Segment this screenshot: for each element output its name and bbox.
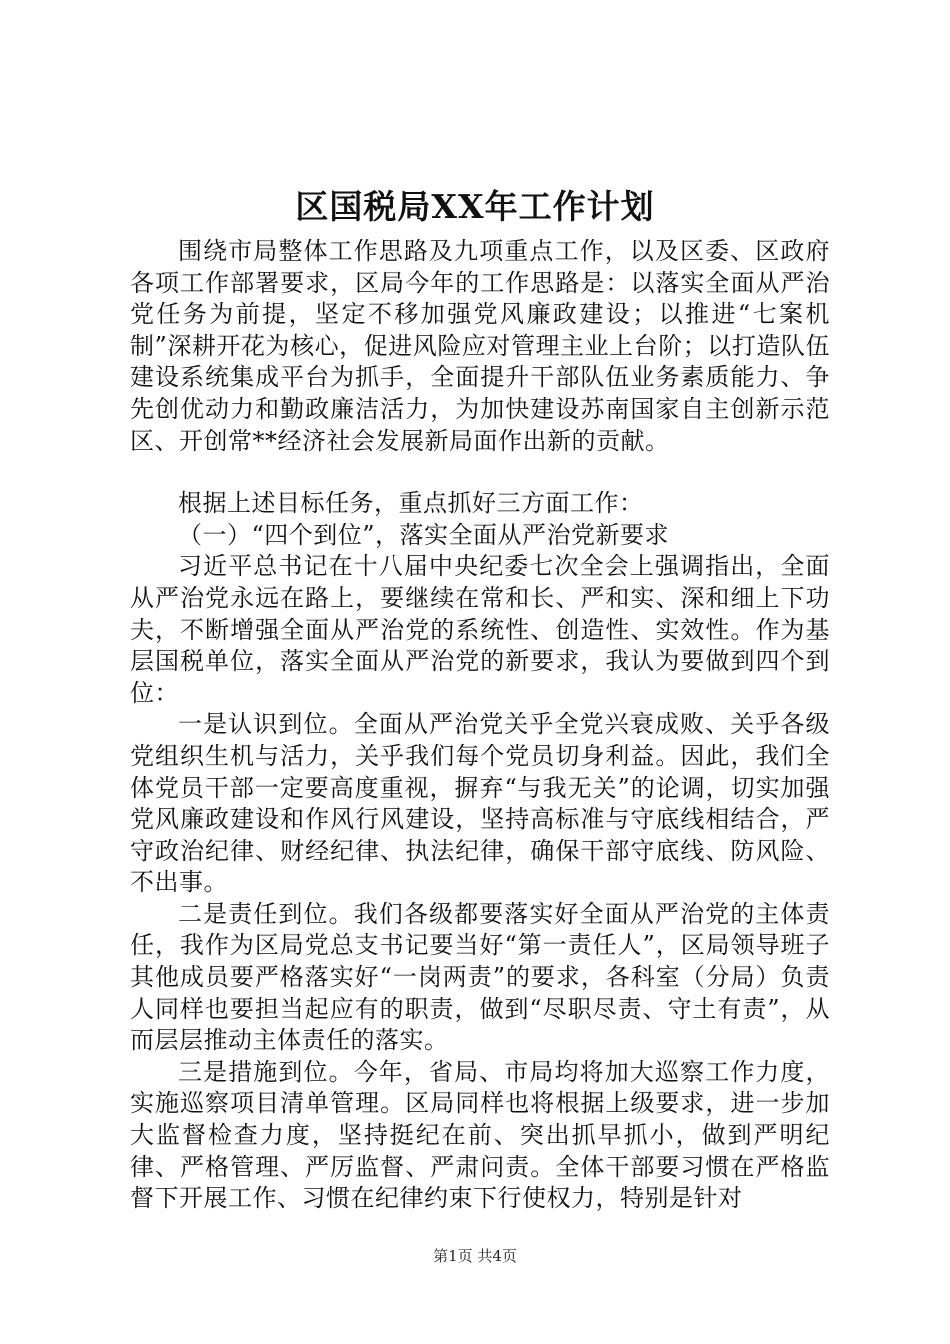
section-heading-one: （一）“四个到位”，落实全面从严治党新要求 <box>178 520 670 549</box>
paragraph-intro: 围绕市局整体工作思路及九项重点工作，以及区委、区政府各项工作部署要求，区局今年的工作思路是：以落实全面从严治党任务为前提，坚定不移加强党风廉政建设；以推进“七案机制”深耕开花为核心，促进风险应对管理主业上台阶；以打造队伍建设系统集成平台为抓手，全面提升干部队伍业务素质能力、争先创优动力和勤政廉洁活力，为加快建设苏南国家自主创新示范区、开创常**经济社会发展新局面作出新的贡献。 <box>130 237 830 455</box>
page-number-footer: 第1页 共4页 <box>433 1247 517 1265</box>
paragraph-responsibility: 二是责任到位。我们各级都要落实好全面从严治党的主体责任，我作为区局党总支书记要当好“第一责任人”，区局领导班子其他成员要严格落实好“一岗两责”的要求，各科室（分局）负责人同样也要担当起应有的职责，做到“尽职尽责、守土有责”，从而层层推动主体责任的落实。 <box>130 899 830 1055</box>
paragraph-xi-speech: 习近平总书记在十八届中央纪委七次全会上强调指出，全面从严治党永远在路上，要继续在常和长、严和实、深和细上下功夫，不断增强全面从严治党的系统性、创造性、实效性。作为基层国税单位，落实全面从严治党的新要求，我认为要做到四个到位： <box>130 552 830 707</box>
document-body <box>130 236 830 1215</box>
document-title: 区国税局XX年工作计划 <box>295 187 655 226</box>
paragraph-awareness: 一是认识到位。全面从严治党关乎全党兴衰成败、关乎各级党组织生机与活力，关乎我们每个党员切身利益。因此，我们全体党员干部一定要高度重视，摒弃“与我无关”的论调，切实加强党风廉政建设和作风行风建设，坚持高标准与守底线相结合，严守政治纪律、财经纪律、执法纪律，确保干部守底线、防风险、不出事。 <box>130 710 830 897</box>
paragraph-tasks-lead: 根据上述目标任务，重点抓好三方面工作： <box>178 489 644 518</box>
paragraph-measures: 三是措施到位。今年，省局、市局均将加大巡察工作力度，实施巡察项目清单管理。区局同样也将根据上级要求，进一步加大监督检查力度，坚持挺纪在前、突出抓早抓小，做到严明纪律、严格管理、严厉监督、严肃问责。全体干部要习惯在严格监督下开展工作、习惯在纪律约束下行使权力，特别是针对 <box>130 1057 830 1213</box>
